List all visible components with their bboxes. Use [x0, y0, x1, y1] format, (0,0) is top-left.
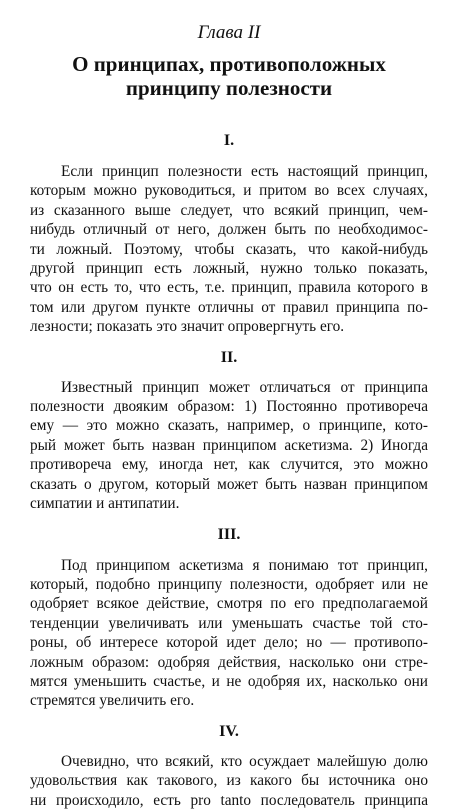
text-line: мятся уменьшить счастье, и не одобряя их, насколько они	[30, 672, 428, 690]
text-line: тенденции увеличивать или уменьшать счастье той сто-	[30, 614, 428, 632]
chapter-title-line: принципу полезности	[125, 76, 333, 100]
section-number: III.	[217, 525, 241, 543]
section-paragraph	[30, 378, 428, 514]
text-line: роны, об интересе которой идет дело; но — противопо-	[30, 634, 428, 652]
text-line: другой принцип есть ложный, нужно только показать,	[30, 260, 428, 278]
text-line: ни происходило, есть pro tanto последователь принципа	[30, 791, 428, 809]
text-line: удовольствия как такового, из какого бы источника оно	[30, 772, 428, 790]
text-line: стремятся увеличить его.	[30, 692, 195, 710]
text-line: полезности двояким образом: 1) Постоянно противореча	[30, 398, 428, 416]
text-line: симпатии и антипатии.	[30, 495, 180, 513]
section-number: II.	[220, 348, 238, 366]
text-line: ложным образом: одобряя действия, насколько они стре-	[30, 653, 428, 671]
section-paragraph	[30, 162, 428, 337]
text-line: Очевидно, что всякий, кто осуждает малейшую долю	[61, 752, 428, 770]
text-line: одобряет всякое действие, смотря по его предполагаемой	[30, 595, 428, 613]
text-line: Под принципом аскетизма я понимаю тот принцип,	[61, 556, 428, 574]
text-line: Известный принцип может отличаться от принципа	[61, 378, 428, 396]
text-line: лезности; показать это значит опровергнуть его.	[30, 318, 345, 336]
text-line: что он есть то, что есть, т.е. принцип, правила которого в	[30, 279, 428, 297]
chapter-title	[30, 52, 428, 100]
text-line: том или другом пункте отличны от правил принципа по-	[30, 298, 428, 316]
section-paragraph	[30, 752, 428, 810]
section-number: IV.	[219, 722, 239, 740]
text-line: ему — это можно сказать, например, о принципе, кото-	[30, 417, 428, 435]
text-line: из сказанного выше следует, что всякий принцип, чем-	[30, 201, 428, 219]
text-line: который, подобно принципу полезности, одобряет или не	[30, 575, 428, 593]
text-line: противореча ему, иногда нет, как случится, это можно	[30, 456, 428, 474]
text-line: которым можно руководиться, и притом во всех случаях,	[30, 182, 428, 200]
chapter-heading: Глава II	[197, 22, 261, 43]
text-line: Если принцип полезности есть настоящий принцип,	[61, 163, 428, 180]
text-line: сказать о другом, который может быть назван принципом	[30, 475, 428, 493]
section-number: I.	[223, 132, 235, 149]
text-line: ти ложный. Поэтому, чтобы сказать, что какой-нибудь	[30, 240, 428, 258]
chapter-title-line: О принципах, противоположных	[72, 52, 386, 76]
section-paragraph	[30, 556, 428, 711]
text-line: нибудь отличный от него, должен быть по необходимос-	[30, 221, 428, 239]
text-line: рый может быть назван принципом аскетизма. 2) Иногда	[30, 436, 428, 454]
